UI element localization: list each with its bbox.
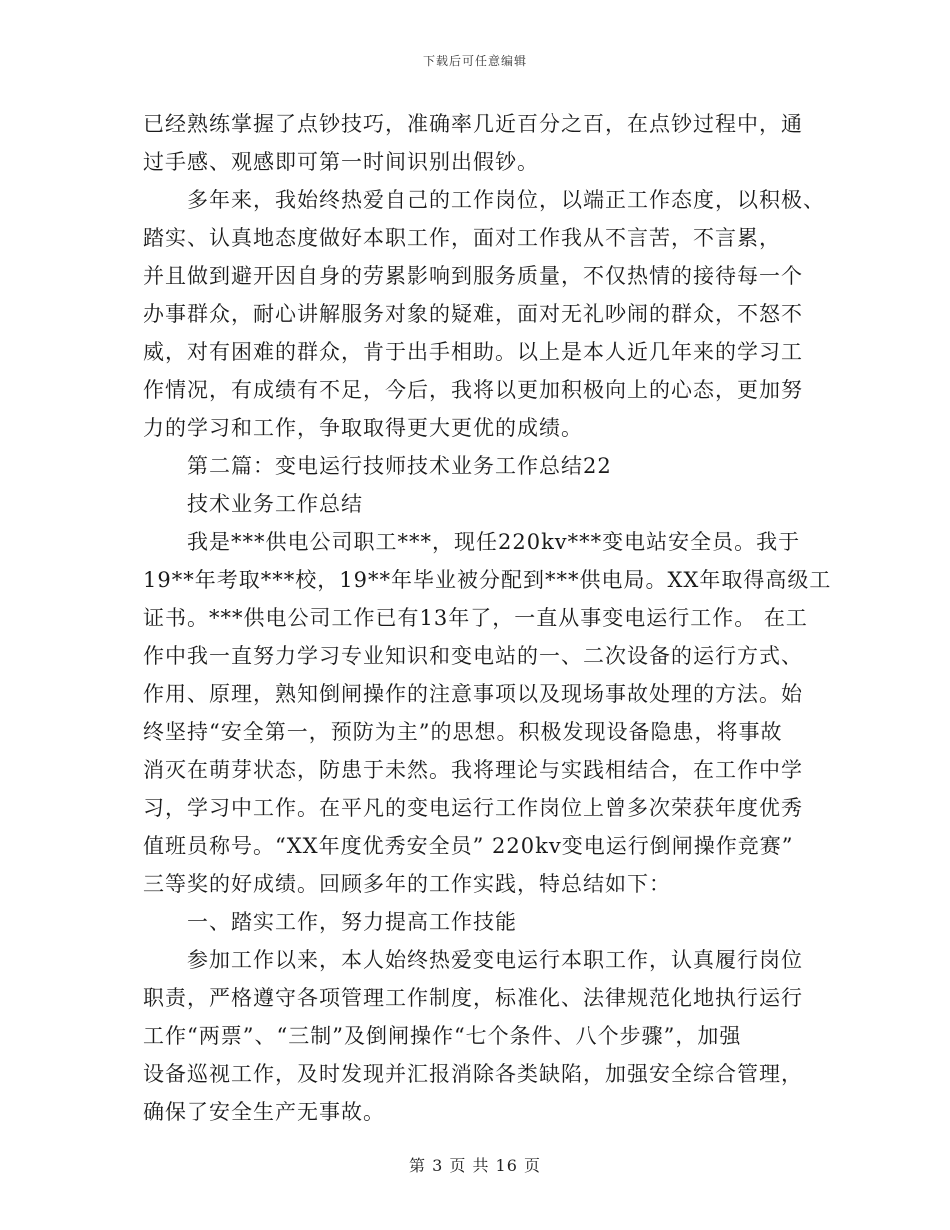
body-line: 消灭在萌芽状态，防患于未然。我将理论与实践相结合，在工作中学 [143, 758, 803, 782]
body-line: 三等奖的好成绩。回顾多年的工作实践，特总结如下： [143, 872, 671, 896]
body-line: 已经熟练掌握了点钞技巧，准确率几近百分之百，在点钞过程中，通 [143, 112, 803, 136]
body-line: 多年来，我始终热爱自己的工作岗位，以端正工作态度，以积极、 [187, 188, 825, 212]
body-line: 过手感、观感即可第一时间识别出假钞。 [143, 150, 539, 174]
body-line: 作用、原理，熟知倒闸操作的注意事项以及现场事故处理的方法。始 [143, 682, 803, 706]
body-line: 证书。***供电公司工作已有13年了，一直从事变电运行工作。 在工 [143, 606, 808, 630]
page-header: 下载后可任意编辑 [422, 54, 527, 68]
body-line: 踏实、认真地态度做好本职工作，面对工作我从不言苦，不言累， [143, 226, 781, 250]
body-line: 确保了安全生产无事故。 [143, 1100, 385, 1124]
body-line: 作中我一直努力学习专业知识和变电站的一、二次设备的运行方式、 [143, 644, 803, 668]
body-line: 19**年考取***校，19**年毕业被分配到***供电局。XX年取得高级工 [143, 568, 832, 592]
body-line: 参加工作以来，本人始终热爱变电运行本职工作，认真履行岗位 [187, 948, 803, 972]
section-heading: 一、踏实工作，努力提高工作技能 [187, 910, 517, 934]
section-subheading: 技术业务工作总结 [187, 492, 363, 516]
body-line: 值班员称号。“XX年度优秀安全员” 220kv变电运行倒闸操作竞赛” [143, 834, 794, 858]
body-line: 终坚持“安全第一，预防为主”的思想。积极发现设备隐患，将事故 [143, 720, 783, 744]
document-body [143, 105, 832, 1131]
body-line: 我是***供电公司职工***，现任220kv***变电站安全员。我于 [187, 530, 801, 554]
body-line: 威，对有困难的群众，肯于出手相助。以上是本人近几年来的学习工 [143, 340, 803, 364]
body-line: 并且做到避开因自身的劳累影响到服务质量，不仅热情的接待每一个 [143, 264, 803, 288]
body-line: 职责，严格遵守各项管理工作制度，标准化、法律规范化地执行运行 [143, 986, 803, 1010]
body-line: 作情况，有成绩有不足，今后，我将以更加积极向上的心态，更加努 [143, 378, 803, 402]
body-line: 办事群众，耐心讲解服务对象的疑难，面对无礼吵闹的群众，不怒不 [143, 302, 803, 326]
section-heading: 第二篇：变电运行技师技术业务工作总结22 [187, 454, 612, 478]
body-line: 习，学习中工作。在平凡的变电运行工作岗位上曾多次荣获年度优秀 [143, 796, 803, 820]
body-line: 工作“两票”、“三制”及倒闸操作“七个条件、八个步骤”，加强 [143, 1024, 742, 1048]
page-footer: 第 3 页 共 16 页 [409, 1156, 541, 1175]
body-line: 设备巡视工作，及时发现并汇报消除各类缺陷，加强安全综合管理， [143, 1062, 803, 1086]
body-line: 力的学习和工作，争取取得更大更优的成绩。 [143, 416, 583, 440]
